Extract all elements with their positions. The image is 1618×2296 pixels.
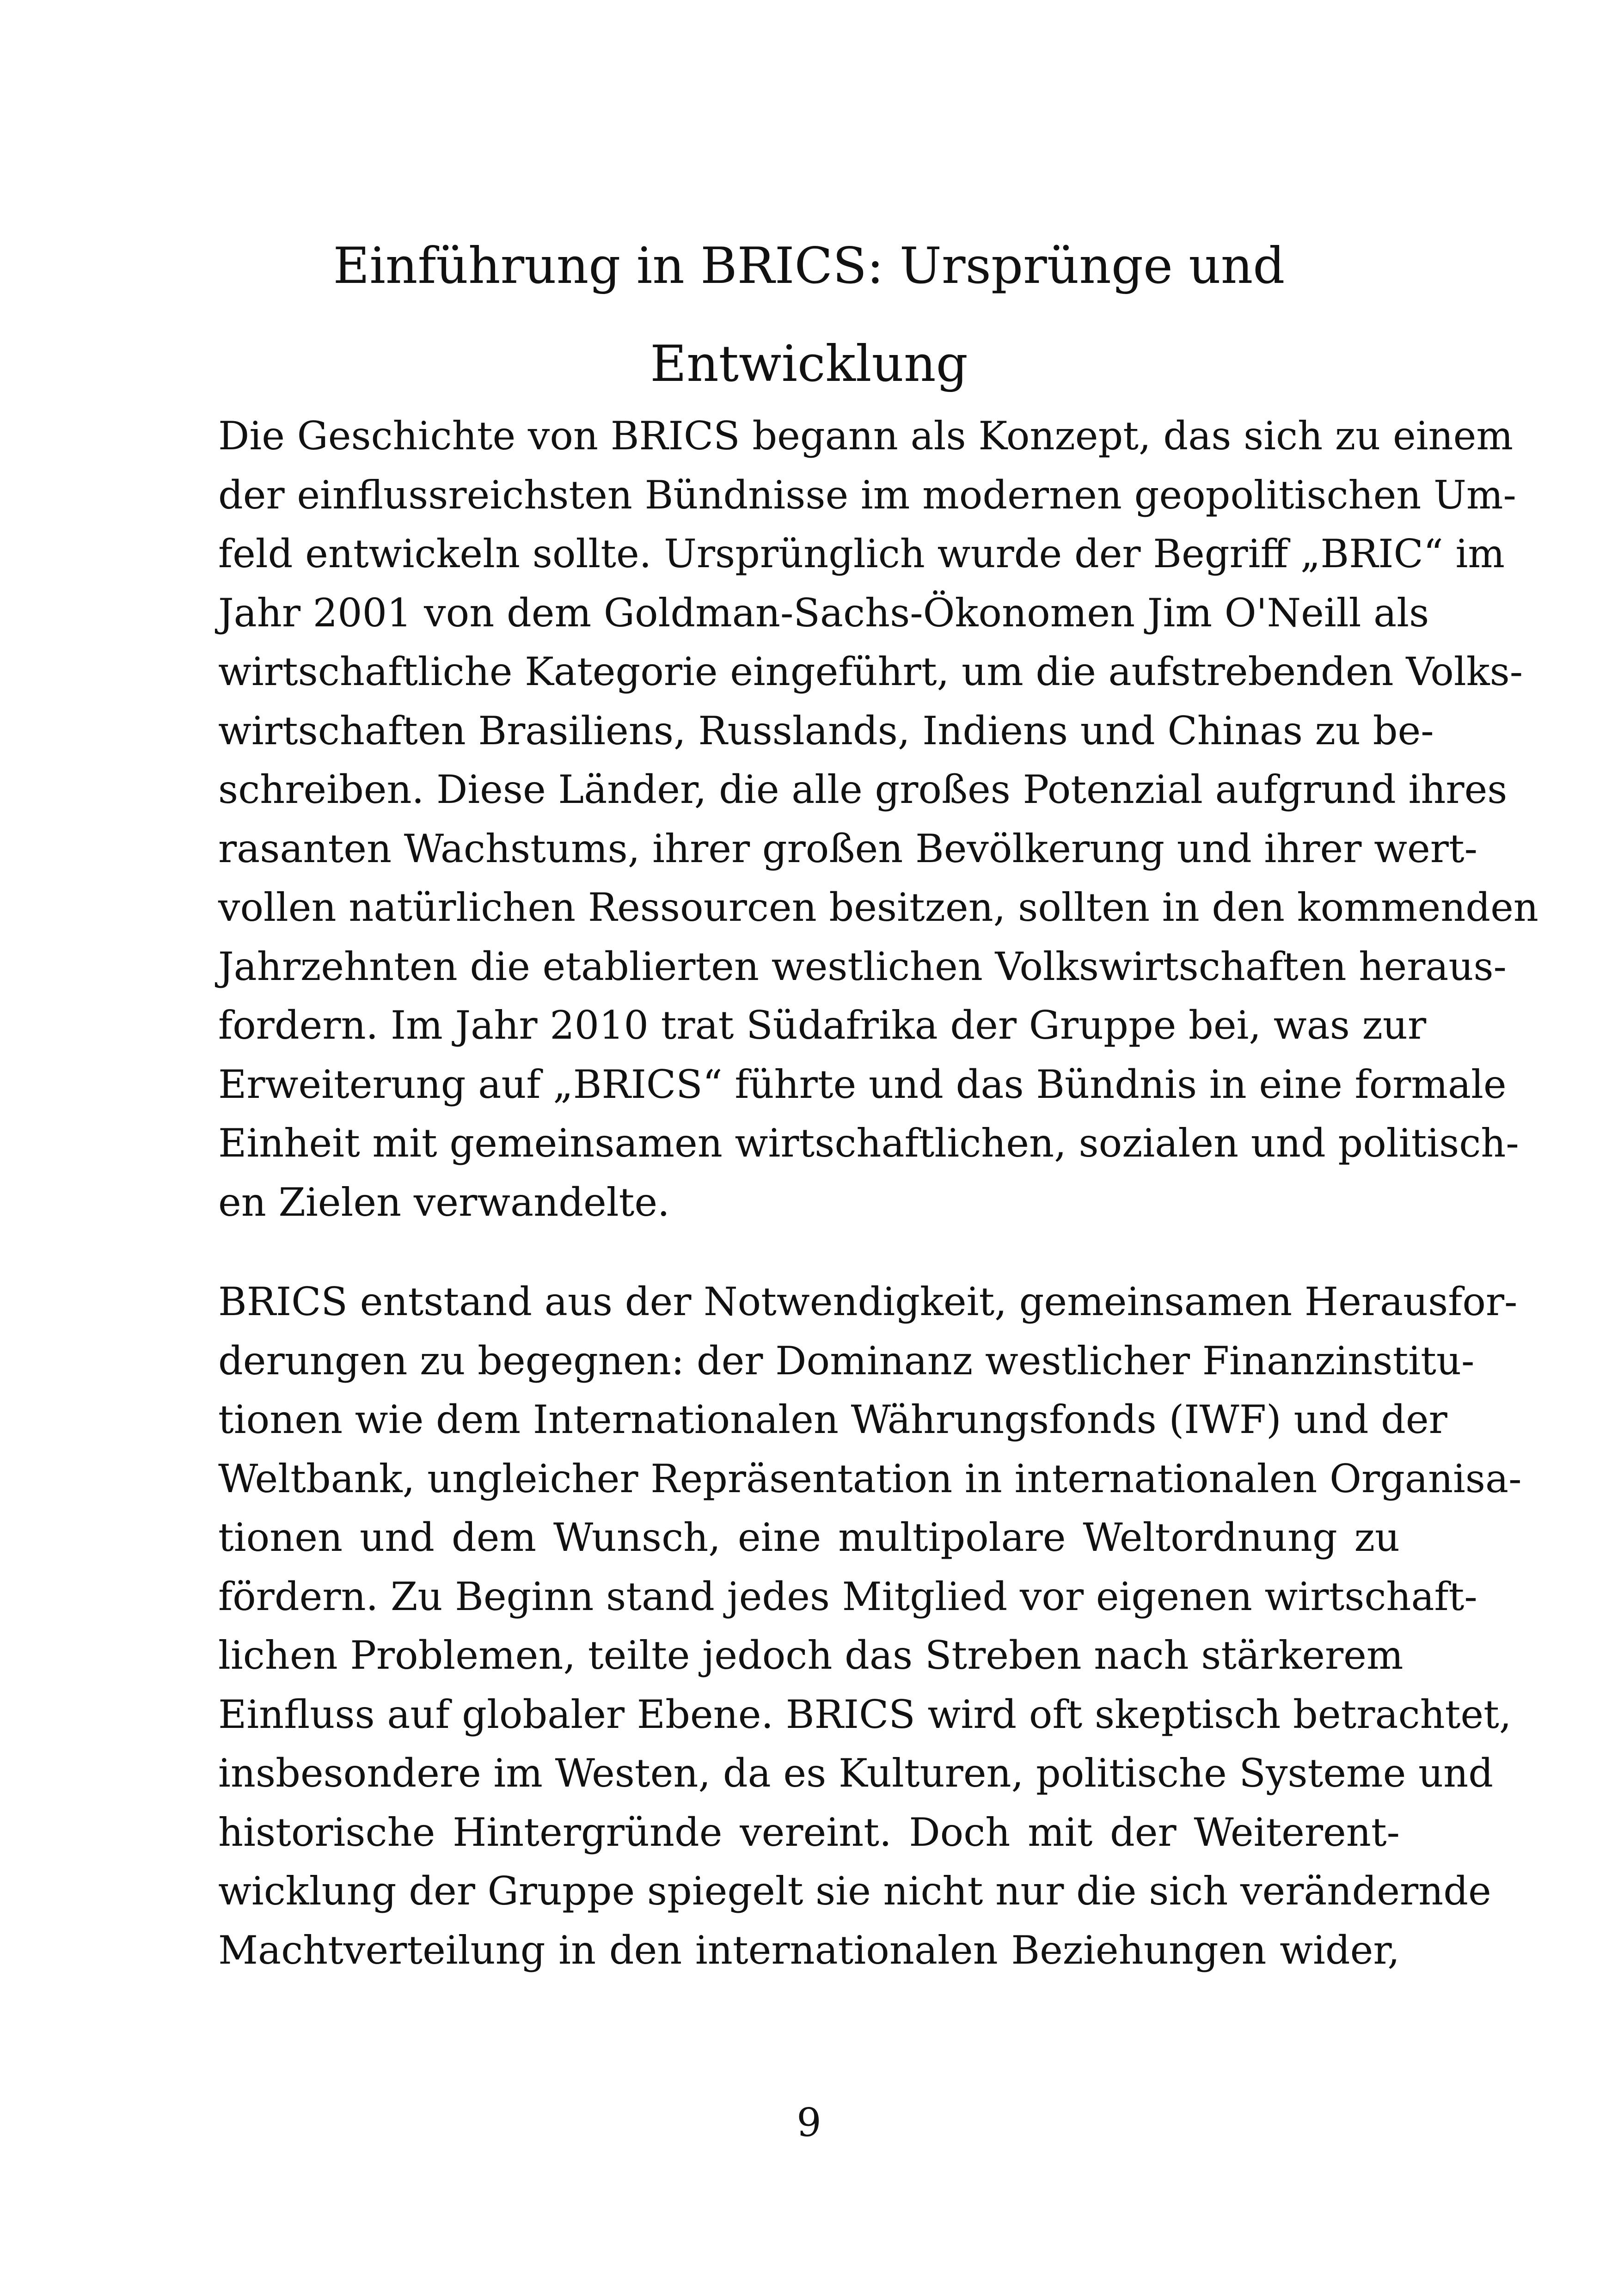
text-line: en Zielen verwandelte. <box>218 1179 670 1225</box>
text-line: Erweiterung auf „BRICS“ führte und das Bündnis in eine formale <box>218 1061 1507 1107</box>
text-line: Jahrzehnten die etablierten westlichen Volkswirtschaften heraus- <box>218 943 1507 989</box>
text-line: rasanten Wachstums, ihrer großen Bevölkerung und ihrer wert- <box>218 826 1478 871</box>
chapter-title <box>218 217 1400 413</box>
chapter-title-line: Entwicklung <box>650 335 968 393</box>
text-line: tionen und dem Wunsch, eine multipolare Weltordnung zu <box>218 1515 1400 1560</box>
text-line: wirtschaften Brasiliens, Russlands, Indiens und Chinas zu be- <box>218 708 1434 753</box>
text-line: historische Hintergründe vereint. Doch mit der Weiterent- <box>218 1809 1400 1855</box>
text-line: derungen zu begegnen: der Dominanz westlicher Finanzinstitu- <box>218 1338 1475 1384</box>
text-line: Einheit mit gemeinsamen wirtschaftlichen, sozialen und politisch- <box>218 1120 1519 1166</box>
text-line: tionen wie dem Internationalen Währungsfonds (IWF) und der <box>218 1397 1447 1442</box>
text-line: Weltbank, ungleicher Repräsentation in internationalen Organisa- <box>218 1456 1522 1501</box>
text-line: der einflussreichsten Bündnisse im modernen geopolitischen Um- <box>218 472 1516 518</box>
page-number: 9 <box>797 2100 821 2145</box>
text-line: Jahr 2001 von dem Goldman-Sachs-Ökonomen Jim O'Neill als <box>218 590 1429 636</box>
text-line: lichen Problemen, teilte jedoch das Streben nach stärkerem <box>218 1633 1403 1678</box>
text-line: wicklung der Gruppe spiegelt sie nicht nur die sich verändernde <box>218 1868 1491 1914</box>
paragraph-2 <box>218 1273 1522 1980</box>
text-line: wirtschaftliche Kategorie eingeführt, um die aufstrebenden Volks- <box>218 649 1523 694</box>
text-line: Die Geschichte von BRICS begann als Konzept, das sich zu einem <box>218 413 1513 459</box>
text-line: Machtverteilung in den internationalen Beziehungen wider, <box>218 1927 1400 1973</box>
text-line: feld entwickeln sollte. Ursprünglich wurde der Begriff „BRIC“ im <box>218 531 1505 576</box>
text-line: Einfluss auf globaler Ebene. BRICS wird oft skeptisch betrachtet, <box>218 1691 1512 1737</box>
text-line: schreiben. Diese Länder, die alle großes Potenzial aufgrund ihres <box>218 767 1508 812</box>
chapter-title-line: Einführung in BRICS: Ursprünge und <box>333 237 1285 295</box>
paragraph-1 <box>218 407 1538 1232</box>
body-text <box>218 407 1538 2020</box>
text-line: fördern. Zu Beginn stand jedes Mitglied vor eigenen wirtschaft- <box>218 1574 1477 1619</box>
text-line: vollen natürlichen Ressourcen besitzen, sollten in den kommenden <box>218 885 1538 930</box>
text-line: fordern. Im Jahr 2010 trat Südafrika der Gruppe bei, was zur <box>218 1003 1427 1048</box>
text-line: BRICS entstand aus der Notwendigkeit, gemeinsamen Herausfor- <box>218 1279 1518 1324</box>
text-line: insbesondere im Westen, da es Kulturen, politische Systeme und <box>218 1751 1494 1796</box>
